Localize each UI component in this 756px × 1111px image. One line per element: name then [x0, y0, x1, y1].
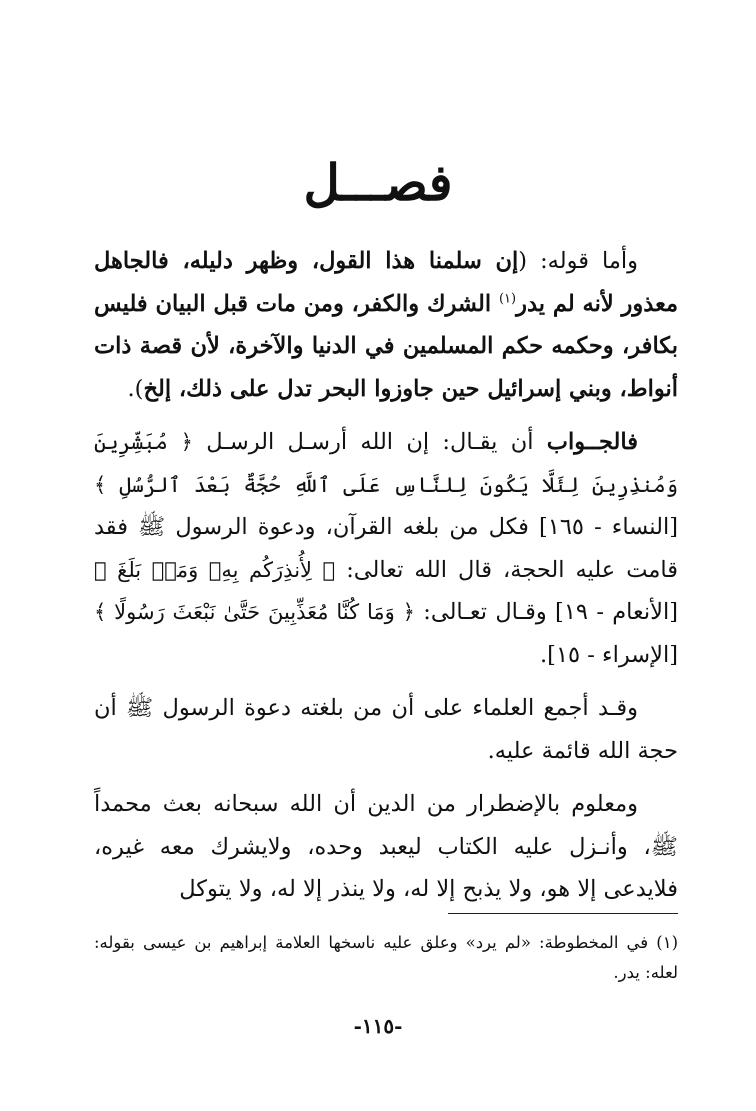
quran-verse: ﴿ مُبَشِّرِينَ وَمُنذِرِينَ لِئَلَّا يَكُونَ لِلنَّاسِ عَلَى ٱللَّهِ حُجَّةٌ بَعْدَ ٱلرُّسُلِ ﴾ — [94, 430, 678, 497]
text-segment: أن يقـال: إن الله أرسـل الرسـل — [192, 429, 547, 455]
footnote-divider — [448, 913, 678, 914]
text-segment: وقـد أجمع العلماء على أن من بلغته دعوة الرسول ﷺ أن حجة الله قائمة عليه. — [94, 695, 678, 764]
text-segment: [النساء - ١٦٥] فكل من بلغه القرآن، ودعوة الرسول ﷺ فقد قامت عليه الحجة، قال الله تعالى: — [94, 514, 679, 583]
chapter-title: فصـــل — [303, 153, 453, 212]
page-number: -١١٥- — [353, 1014, 403, 1038]
footnote: (١) في المخطوطة: «لم يرد» وعلق عليه ناسخها العلامة إبراهيم بن عيسى بقوله: لعله: يدر. — [94, 933, 678, 982]
paragraph — [94, 687, 678, 772]
text-segment: وأما قوله: ( — [518, 248, 638, 274]
quran-verse: ﴿ لِأُنذِرَكُم بِهِۦ وَمَنۢ بَلَغَ ﴾ — [94, 557, 336, 582]
text-segment: فالجــواب — [546, 429, 639, 455]
text-segment: [الأنعام - ١٩] وقـال تعـالى: — [414, 599, 679, 625]
text-segment: إن سلمنا هذا القول، وظهر دليله، فالجاهل معذور لأنه لم يدر — [94, 248, 679, 317]
paragraph — [94, 421, 678, 676]
text-segment: [الإسراء - ١٥]. — [540, 641, 678, 668]
text-segment: الشرك والكفر، ومن مات قبل البيان فليس بكافر، وحكمه حكم المسلمين في الدنيا والآخرة، لأن قصة ذات أنواط، وبني إسرائيل حين جاوزوا البحر تدل على ذلك، إلخ — [94, 290, 678, 402]
paragraph — [94, 783, 678, 911]
text-segment: ومعلوم بالإضطرار من الدين أن الله سبحانه بعث محمداً ﷺ، وأنـزل عليه الكتاب ليعبد وحده، ولايشرك معه غيره، فلايدعى إلا هو، ولا يذبح إلا له، ولا ينذر إلا له، ولا يتوكل — [94, 791, 678, 902]
quran-verse: ﴿ وَمَا كُنَّا مُعَذِّبِينَ حَتَّىٰ نَبْعَثَ رَسُولًا ﴾ — [94, 600, 415, 624]
main-text — [94, 240, 678, 922]
paragraph — [94, 240, 678, 410]
footnote-marker: (١) — [498, 291, 517, 306]
text-segment: ). — [127, 375, 144, 402]
